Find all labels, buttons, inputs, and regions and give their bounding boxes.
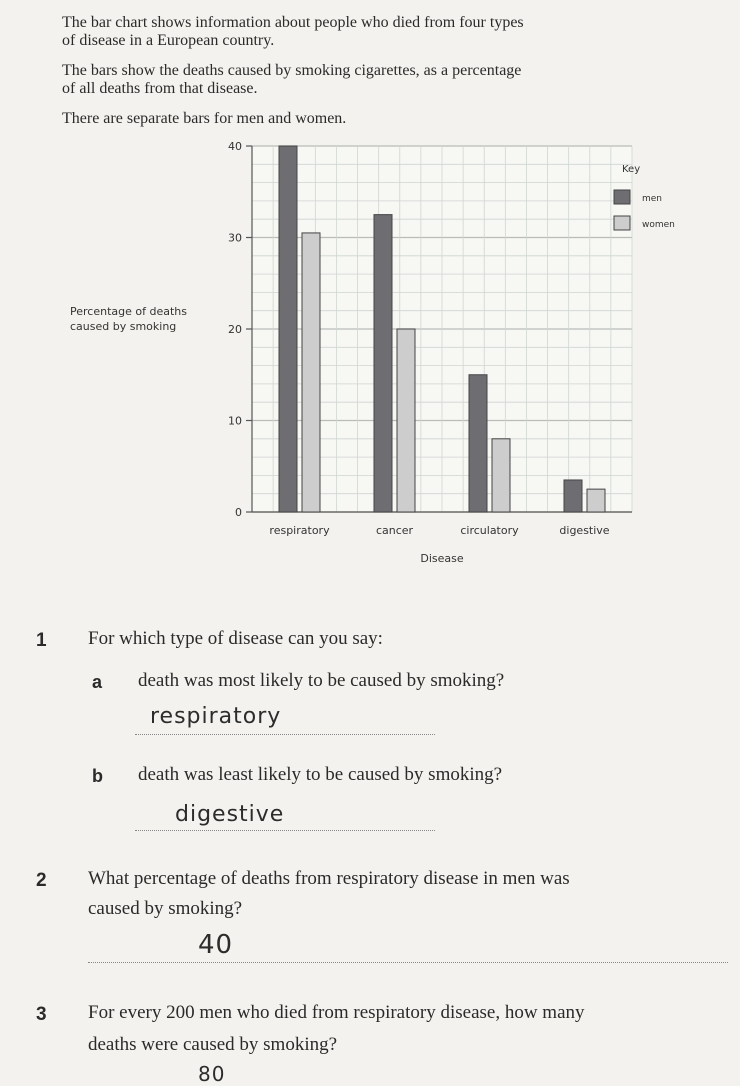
- intro-line-1: The bar chart shows information about people who died from four types: [62, 14, 524, 31]
- question-3-number: 3: [36, 1004, 47, 1025]
- x-tick-label: cancer: [375, 524, 414, 537]
- y-tick-label: 30: [228, 231, 242, 245]
- legend-swatch-men: [614, 190, 630, 204]
- question-1-text: For which type of disease can you say:: [88, 628, 383, 649]
- answer-2[interactable]: 40: [198, 930, 234, 960]
- answer-line-1b: [135, 830, 435, 831]
- intro-line-2: of disease in a European country.: [62, 32, 275, 49]
- x-axis-label: Disease: [420, 552, 464, 565]
- legend-title: Key: [622, 164, 641, 175]
- answer-1a[interactable]: respiratory: [150, 704, 282, 729]
- bar-men-respiratory: [279, 146, 297, 512]
- answer-line-1a: [135, 734, 435, 735]
- intro-line-4: of all deaths from that disease.: [62, 80, 258, 97]
- question-1a-label: a: [92, 672, 103, 692]
- question-1a-text: death was most likely to be caused by smoking?: [138, 670, 505, 691]
- intro-line-5: There are separate bars for men and women.: [62, 110, 347, 127]
- y-axis-label-line-2: caused by smoking: [70, 320, 177, 333]
- x-tick-label: circulatory: [460, 524, 519, 537]
- x-tick-label: respiratory: [269, 524, 330, 537]
- answer-1b[interactable]: digestive: [175, 802, 285, 827]
- x-tick-label: digestive: [559, 524, 610, 537]
- y-tick-label: 10: [228, 414, 242, 428]
- y-tick-label: 0: [235, 506, 242, 519]
- question-2-text-line-1: What percentage of deaths from respiratory disease in men was: [88, 868, 570, 889]
- bar-men-circulatory: [469, 375, 487, 512]
- bar-women-respiratory: [302, 233, 320, 512]
- legend-label-men: men: [642, 194, 663, 204]
- bar-women-digestive: [587, 489, 605, 512]
- question-3-text-line-2: deaths were caused by smoking?: [88, 1034, 338, 1055]
- bar-chart: [0, 120, 740, 580]
- answer-3[interactable]: 80: [198, 1062, 226, 1086]
- question-3-text-line-1: For every 200 men who died from respiratory disease, how many: [88, 1002, 585, 1023]
- question-1b-text: death was least likely to be caused by smoking?: [138, 764, 503, 785]
- y-tick-label: 20: [228, 323, 242, 336]
- legend-swatch-women: [614, 216, 630, 230]
- bar-women-circulatory: [492, 439, 510, 512]
- y-tick-label: 40: [228, 140, 242, 153]
- bar-men-cancer: [374, 215, 392, 512]
- question-1b-label: b: [92, 766, 103, 786]
- answer-line-2: [88, 962, 728, 963]
- bar-men-digestive: [564, 480, 582, 512]
- y-axis-label-line-1: Percentage of deaths: [70, 305, 187, 318]
- legend-label-women: women: [642, 220, 675, 230]
- question-1-number: 1: [36, 630, 47, 651]
- bar-women-cancer: [397, 329, 415, 512]
- question-2-number: 2: [36, 870, 47, 891]
- intro-line-3: The bars show the deaths caused by smoking cigarettes, as a percentage: [62, 62, 522, 79]
- question-2-text-line-2: caused by smoking?: [88, 898, 243, 919]
